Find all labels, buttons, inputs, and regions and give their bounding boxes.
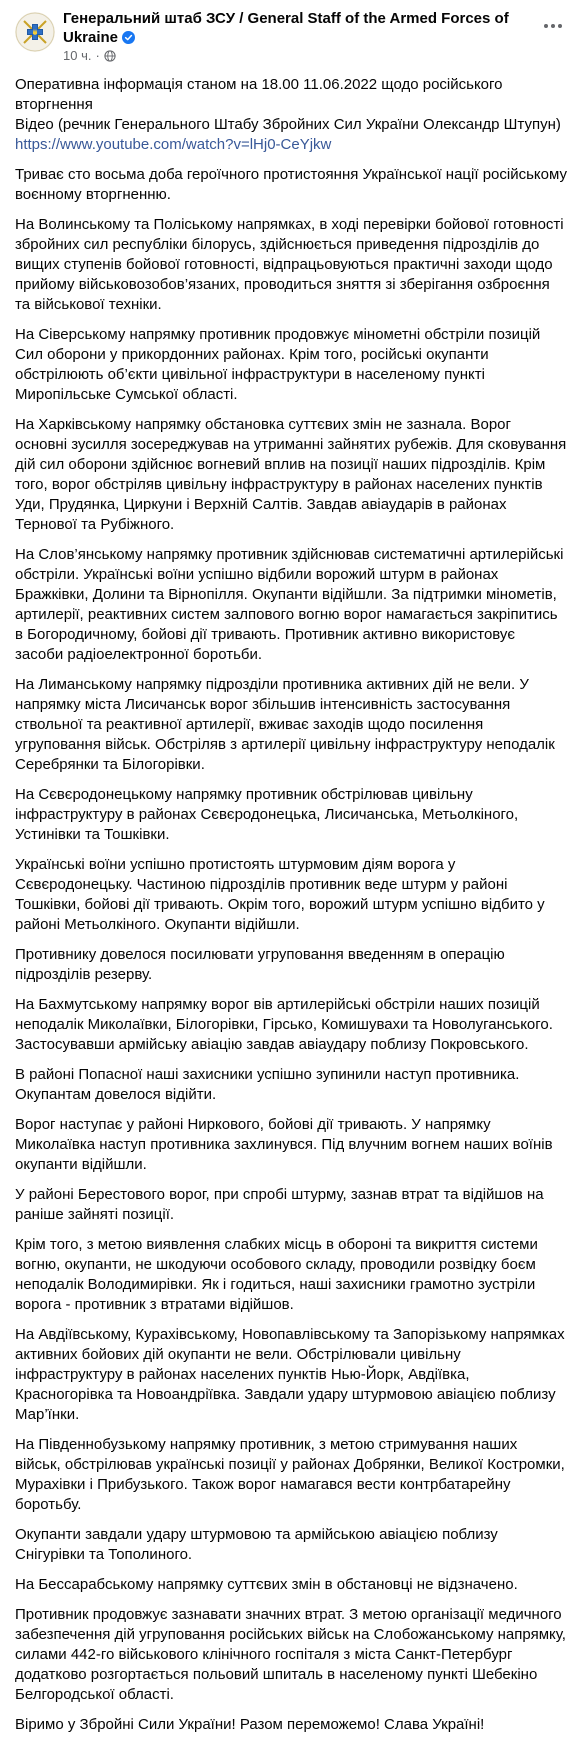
post-paragraph: В районі Попасної наші захисники успішно зупинили наступ противника. Окупантам довелося відійти. <box>15 1066 520 1103</box>
post-paragraph: На Лиманському напрямку підрозділи противника активних дій не вели. У напрямку міста Лисичанськ ворог збільшив інтенсивність застосування ствольної та реактивної артилерії, вживає заходів щодо посилення угруповання військ. Обстріляв з артилерії цивільну інфраструктуру неподалік Серебрянки та Білогорівки. <box>15 676 555 773</box>
post-paragraph: У районі Берестового ворог, при спробі штурму, зазнав втрат та відійшов на раніше зайняті позиції. <box>15 1186 544 1223</box>
post-paragraph: На Бахмутському напрямку ворог вів артилерійські обстріли наших позицій неподалік Миколаївки, Білогорівки, Гірсько, Комишувахи та Новолуганського. Застосувавши армійську авіацію завдав авіаудару поблизу Покровського. <box>15 996 553 1053</box>
globe-icon[interactable] <box>104 50 116 62</box>
verified-badge-icon <box>122 31 135 44</box>
page-avatar[interactable] <box>15 12 55 52</box>
post-paragraph: На Харківському напрямку обстановка суттєвих змін не зазнала. Ворог основні зусилля зосереджував на утриманні зайнятих рубежів. Для сковування дій сил оборони здійснює вогневий вплив на позиції наших підрозділів. Крім того, ворог обстріляв цивільну інфраструктуру в районах населених пунктів Уди, Прудянка, Циркуни і Верхній Салтів. Завдав авіаударів в районах Тернової та Рубіжного. <box>15 416 567 533</box>
meta-separator: · <box>95 48 100 63</box>
post-paragraph: Віримо у Збройні Сили України! Разом переможемо! Слава Україні! <box>15 1716 485 1733</box>
more-options-icon-dot <box>544 24 548 28</box>
page-name[interactable] <box>63 9 525 47</box>
post-paragraph: Ворог наступає у районі Ниркового, бойові дії тривають. У напрямку Миколаївка наступ противника захлинувся. Під влучним вогнем наших воїнів окупанти відійшли. <box>15 1116 553 1173</box>
post-intro <box>15 75 567 155</box>
post-paragraph: На Сєвєродонецькому напрямку противник обстрілював цивільну інфраструктуру в районах Сєвєродонецька, Лисичанська, Метьолкіного, Устинівки та Тошківки. <box>15 786 519 843</box>
intro-line: Оперативна інформація станом на 18.00 11.06.2022 щодо російського вторгнення <box>15 76 503 113</box>
more-options-button[interactable] <box>537 14 569 38</box>
page-name-text[interactable]: Генеральний штаб ЗСУ / General Staff of the Armed Forces of Ukraine <box>63 10 509 46</box>
post-paragraph: На Авдіївському, Курахівському, Новопавлівському та Запорізькому напрямках активних бойових дій окупанти не вели. Обстрілювали цивільну інфраструктуру в районах населених пунктів Нью-Йорк, Авдіївка, Красногорівка та Новоандріївка. Завдали удару штурмовою авіацією поблизу Мар’їнки. <box>15 1326 565 1423</box>
post-paragraph: Противник продовжує зазнавати значних втрат. З метою організації медичного забезпечення дій угруповання російських військ на Слобожанському напрямку, силами 442-го військового клінічного госпіталя з міста Санкт-Петербург додатково розгортається польовий шпиталь в населеному пункті Шебекіно Белгородської області. <box>15 1606 566 1703</box>
post-paragraph: На Сіверському напрямку противник продовжує мінометні обстріли позицій Сил оборони у прикордонних районах. Крім того, російські окупанти обстрілюють об’єкти цивільної інфраструктури в населеному пункті Миропільське Сумської області. <box>15 326 541 403</box>
post-paragraph: Крім того, з метою виявлення слабких місць в обороні та викриття системи вогню, окупанти, не шкодуючи особового складу, проводили розвідку боєм неподалік Володимирівки. Як і годиться, наші захисники грамотно зустріли ворога - противник з втратами відійшов. <box>15 1236 538 1313</box>
post-meta <box>63 48 116 64</box>
more-options-icon-dot <box>558 24 562 28</box>
coat-of-arms-emblem-icon <box>15 12 55 52</box>
post-paragraph: На Волинському та Поліському напрямках, в ході перевірки бойової готовності збройних сил республіки білорусь, здійснюється приведення підрозділів до вищих ступенів бойової готовності, відпрацьовуються практичні заходи щодо прийому військовозобов’язаних, проводиться зняття зі зберігання озброєння та військової техніки. <box>15 216 564 313</box>
post-paragraph: Триває сто восьма доба героїчного протистояння Української нації російському воєнному вторгненню. <box>15 166 567 203</box>
post-header <box>0 0 581 70</box>
post-paragraph: На Бессарабському напрямку суттєвих змін в обстановці не відзначено. <box>15 1576 518 1593</box>
post-timestamp[interactable]: 10 ч. <box>63 48 92 63</box>
post-paragraph: На Південнобузькому напрямку противник, з метою стримування наших військ, обстрілював українські позиції у районах Добрянки, Великої Костромки, Мурахівки і Прибузького. Також ворог намагався вести контрбатарейну боротьбу. <box>15 1436 565 1513</box>
more-options-icon-dot <box>551 24 555 28</box>
video-link[interactable]: https://www.youtube.com/watch?v=lHj0-CeYjkw <box>15 136 332 153</box>
intro-line: Відео (речник Генерального Штабу Збройних Сил України Олександр Штупун) <box>15 116 561 133</box>
post-paragraph: Українські воїни успішно протистоять штурмовим діям ворога у Сєвєродонецьку. Частиною підрозділів противник веде штурм у районі Тошківки, бойові дії тривають. Окрім того, ворожий штурм успішно відбито у районі Метьолкіного. Окупанти відійшли. <box>15 856 545 933</box>
post-body <box>15 75 567 1745</box>
post-paragraph: На Слов’янському напрямку противник здійснював систематичні артилерійські обстріли. Українські воїни успішно відбили ворожий штурм в районах Бражківки, Долини та Вірнопілля. Окупанти відійшли. За підтримки мінометів, артилерії, реактивних систем залпового вогню ворог намагається закріпитись в Богородичному, бойові дії тривають. Противник активно використовує засоби радіоелектронної боротьби. <box>15 546 564 663</box>
post-paragraph: Окупанти завдали удару штурмовою та армійською авіацією поблизу Снігурівки та Тополиного. <box>15 1526 498 1563</box>
post-paragraph: Противнику довелося посилювати угруповання введенням в операцію підрозділів резерву. <box>15 946 505 983</box>
